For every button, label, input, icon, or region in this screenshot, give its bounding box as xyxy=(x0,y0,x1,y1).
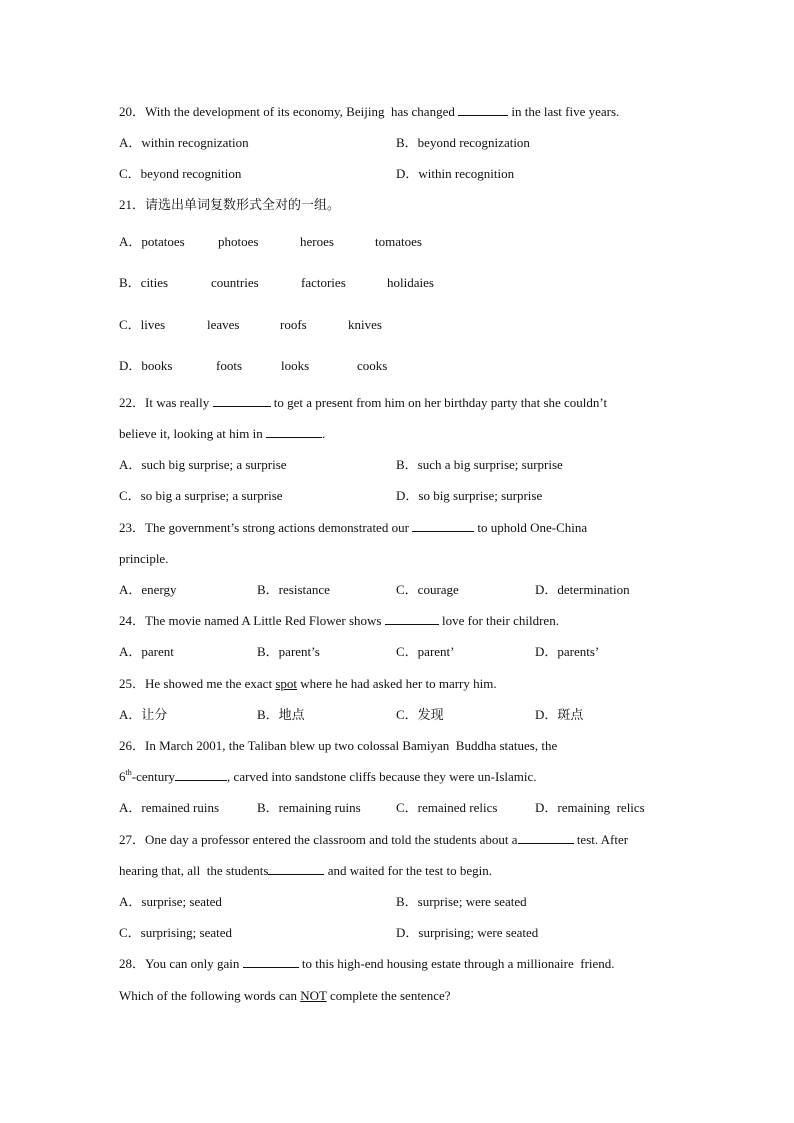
answer-blank xyxy=(518,832,574,844)
q21-c-word: leaves xyxy=(207,317,240,332)
q21-option-b[interactable] xyxy=(119,275,434,291)
q23-stem xyxy=(119,520,587,536)
q25-underlined-word: spot xyxy=(275,676,297,691)
q25-option-a[interactable]: A．让分 xyxy=(119,707,168,722)
q23-stem-text-end: to uphold One-China xyxy=(474,520,588,535)
q27-option-b[interactable]: B．surprise; were seated xyxy=(396,894,527,909)
q26-line2-end: , carved into sandstone cliffs because they were un-Islamic. xyxy=(227,769,537,784)
answer-blank xyxy=(268,863,324,875)
q26-option-d[interactable]: D．remaining relics xyxy=(535,800,645,815)
q21-stem: 21．请选出单词复数形式全对的一组。 xyxy=(119,197,341,212)
q20-option-a[interactable]: A．within recognization xyxy=(119,135,249,150)
q22-option-a[interactable]: A．such big surprise; a surprise xyxy=(119,457,287,472)
answer-blank xyxy=(412,520,474,532)
q28-line2-text: Which of the following words can xyxy=(119,988,301,1003)
q21-option-a[interactable] xyxy=(119,234,422,250)
q27-line2-end: and waited for the test to begin. xyxy=(324,863,492,878)
q22-stem xyxy=(119,395,607,411)
q21-c-word: C．lives xyxy=(119,317,166,332)
q21-d-word: looks xyxy=(281,358,310,373)
q21-c-word: knives xyxy=(348,317,382,332)
q28-stem xyxy=(119,956,615,972)
q27-stem xyxy=(119,832,628,848)
q24-stem-text: 24．The movie named A Little Red Flower shows xyxy=(119,613,385,628)
q22-stem-line2 xyxy=(119,426,325,442)
q23-stem-line2: principle. xyxy=(119,551,169,566)
q25-stem xyxy=(119,676,497,692)
q20-option-d[interactable]: D．within recognition xyxy=(396,166,515,181)
q26-line2-text: -century xyxy=(131,769,176,784)
q26-option-c[interactable]: C．remained relics xyxy=(396,800,498,815)
q28-stem-text-end: to this high-end housing estate through a millionaire friend. xyxy=(298,956,615,971)
q25-stem-text-end: where he had asked her to marry him. xyxy=(296,676,497,691)
q27-stem-text-end: test. After xyxy=(573,832,629,847)
q22-stem-text-end: to get a present from him on her birthday party that she couldn’t xyxy=(270,395,608,410)
q21-a-word: photoes xyxy=(218,234,259,249)
q20-option-c[interactable]: C．beyond recognition xyxy=(119,166,242,181)
q21-d-word: foots xyxy=(216,358,242,373)
q23-option-a[interactable]: A．energy xyxy=(119,582,177,597)
q27-option-d[interactable]: D．surprising; were seated xyxy=(396,925,539,940)
q21-a-word: tomatoes xyxy=(375,234,422,249)
q25-stem-text: 25．He showed me the exact xyxy=(119,676,276,691)
q24-option-c[interactable]: C．parent’ xyxy=(396,644,455,659)
answer-blank xyxy=(175,769,227,781)
q20-stem-text: 20．With the development of its economy, Beijing has changed xyxy=(119,104,459,119)
answer-blank xyxy=(213,395,271,407)
q28-underlined-word: NOT xyxy=(300,988,327,1003)
q24-option-b[interactable]: B．parent’s xyxy=(257,644,320,659)
answer-blank xyxy=(458,104,508,116)
q21-option-d[interactable] xyxy=(119,358,387,374)
q21-c-word: roofs xyxy=(280,317,307,332)
q21-b-word: countries xyxy=(211,275,259,290)
answer-blank xyxy=(266,426,322,438)
q27-line2-text: hearing that, all the students xyxy=(119,863,269,878)
q22-option-b[interactable]: B．such a big surprise; surprise xyxy=(396,457,563,472)
q28-line2-end: complete the sentence? xyxy=(326,988,451,1003)
q28-stem-line2 xyxy=(119,988,451,1004)
q22-option-c[interactable]: C．so big a surprise; a surprise xyxy=(119,488,283,503)
q21-b-word: factories xyxy=(301,275,346,290)
q24-option-d[interactable]: D．parents’ xyxy=(535,644,600,659)
q28-stem-text: 28．You can only gain xyxy=(119,956,243,971)
q23-option-c[interactable]: C．courage xyxy=(396,582,459,597)
q26-option-b[interactable]: B．remaining ruins xyxy=(257,800,361,815)
q27-option-a[interactable]: A．surprise; seated xyxy=(119,894,222,909)
q26-stem: 26．In March 2001, the Taliban blew up two colossal Bamiyan Buddha statues, the xyxy=(119,738,558,753)
q26-option-a[interactable]: A．remained ruins xyxy=(119,800,220,815)
q23-stem-text: 23．The government’s strong actions demonstrated our xyxy=(119,520,413,535)
q21-b-word: holidaies xyxy=(387,275,434,290)
q26-stem-line2 xyxy=(119,769,537,785)
q21-d-word: D．books xyxy=(119,358,173,373)
q21-a-word: heroes xyxy=(300,234,334,249)
q26-superscript: th xyxy=(125,768,132,777)
q22-stem-text: 22．It was really xyxy=(119,395,213,410)
q25-option-b[interactable]: B．地点 xyxy=(257,707,305,722)
q25-option-c[interactable]: C．发现 xyxy=(396,707,444,722)
q27-option-c[interactable]: C．surprising; seated xyxy=(119,925,233,940)
q27-stem-text: 27．One day a professor entered the classroom and told the students about a xyxy=(119,832,518,847)
q21-option-c[interactable] xyxy=(119,317,382,333)
q21-b-word: B．cities xyxy=(119,275,169,290)
q20-option-b[interactable]: B．beyond recognization xyxy=(396,135,530,150)
q26-line2-text: 6 xyxy=(119,769,126,784)
q24-stem-text-end: love for their children. xyxy=(438,613,559,628)
q24-stem xyxy=(119,613,559,629)
q25-option-d[interactable]: D．斑点 xyxy=(535,707,584,722)
q24-option-a[interactable]: A．parent xyxy=(119,644,174,659)
answer-blank xyxy=(385,613,439,625)
q22-line2-text: believe it, looking at him in xyxy=(119,426,266,441)
q22-line2-end: . xyxy=(321,426,326,441)
q21-a-word: A．potatoes xyxy=(119,234,185,249)
q21-d-word: cooks xyxy=(357,358,388,373)
q20-stem xyxy=(119,104,619,120)
q22-option-d[interactable]: D．so big surprise; surprise xyxy=(396,488,543,503)
q27-stem-line2 xyxy=(119,863,492,879)
answer-blank xyxy=(243,956,299,968)
q23-option-b[interactable]: B．resistance xyxy=(257,582,330,597)
q20-stem-text-end: in the last five years. xyxy=(508,104,620,119)
q23-option-d[interactable]: D．determination xyxy=(535,582,630,597)
